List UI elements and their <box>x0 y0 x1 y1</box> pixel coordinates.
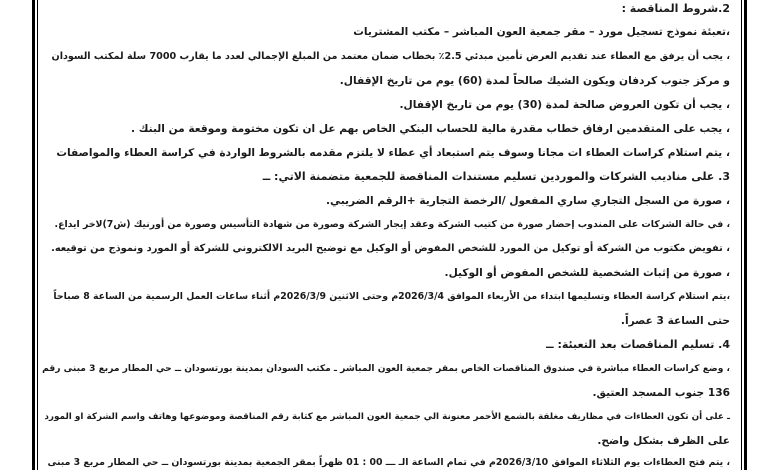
section-3-heading: 3. على مناديب الشركات والموردين تسليم مستندات المناقصة للجمعية متضمنة الاتي: ــ <box>262 170 730 183</box>
section-4-heading: 4. تسليم المناقصات بعد التعبئة: ــ <box>546 338 730 351</box>
page-border-left-outer <box>32 0 35 470</box>
section-3-item-5-cont: حتى الساعة 3 عصراً. <box>620 315 730 327</box>
section-4-item-2: ـ على أن تكون العطاءات في مظاريف مغلقة بالشمع الأحمر معنونة الي جمعية العون المباشر مع كتابة رقم المناقصة وموضوعها وهاتف واسم الشركة او المورد <box>44 412 730 422</box>
page-border-right-outer <box>744 0 747 470</box>
section-3-item-3: ، تفويض مكتوب من الشركة أو توكيل من المورد للشخص المفوض أو الوكيل مع توضيح البريد الالكتروني للشركة أو المورد ونموذج من توقيعه. <box>51 243 730 254</box>
section-2-item-3: ، يجب أن تكون العروض صالحة لمدة (30) يوم من تاريخ الإقفال. <box>399 99 730 111</box>
section-3-item-2: ، في حالة الشركات على المندوب إحضار صورة من كتيب الشركة وعقد إيجار الشركة وصورة من شهادة التأسيس وصورة من أورنيك (ش7)لاخر ايداع. <box>54 219 730 230</box>
section-2-item-4: ، يجب على المتقدمين ارفاق خطاب مقدرة مالية للحساب البنكي الخاص بهم عل ان تكون مختومة وموقعة من البنك . <box>131 123 730 135</box>
section-2-heading: 2.شروط المناقصة : <box>621 2 730 15</box>
section-3-item-5: ،يتم استلام كراسة العطاء وتسليمها ابتداء من الأربعاء الموافق 2026/3/4م وحتى الاثنين 2026/3/9م أثناء ساعات العمل الرسمية من الساعة 8 صباحاً <box>53 291 730 302</box>
section-4-item-1-cont: 136 جنوب المسجد العتيق. <box>592 387 730 399</box>
page-border-left-inner <box>37 0 38 470</box>
section-2-item-2-cont: و مركز جنوب كردفان ويكون الشيك صالحاً لمدة (60) يوم من تاريخ الإقفال. <box>339 75 730 87</box>
section-4-item-1: ، وضع كراسات العطاء مباشرة في صندوق المناقصات الخاص بمقر جمعية العون المباشر ـ مكتب السودان بمدينة بورتسودان ــ حي المطار مربع 3 مبنى رقم <box>42 364 730 374</box>
section-4-item-3: ، يتم فتح العطاءات يوم الثلاثاء الموافق 2026/3/10م في تمام الساعة الـ ـــ 00 : 01 ظهراً بمقر الجمعية بمدينة بورتسودان ــ حي المطار مربع 3 مبنى <box>47 457 730 468</box>
section-2-item-5: ، يتم استلام كراسات العطاء ات مجانا وسوف يتم استبعاد أي عطاء لا يلتزم مقدمه بالشروط الواردة في كراسة العطاء والمواصفات <box>56 147 730 159</box>
document-page <box>40 0 732 470</box>
section-3-item-1: ، صورة من السجل التجاري ساري المفعول /الرخصة التجارية +الرقم الضريبي. <box>325 195 730 207</box>
section-4-item-2-cont: على الظرف بشكل واضح. <box>597 435 730 447</box>
section-2-item-2: ، يجب أن يرفق مع العطاء عند تقديم العرض تأمين مبدئي 2.5٪ بخطاب ضمان معتمد من المبلغ الإجمالي لعدد ما يقارب 7000 سلة لمكتب السودان <box>51 51 730 62</box>
section-3-item-4: ، صورة من إثبات الشخصية للشخص المفوض أو الوكيل. <box>444 267 730 279</box>
page-border-right-inner <box>741 0 742 470</box>
section-2-item-1: ،تعبئة نموذج تسجيل مورد – مقر جمعية العون المباشر – مكتب المشتريات <box>353 26 730 38</box>
